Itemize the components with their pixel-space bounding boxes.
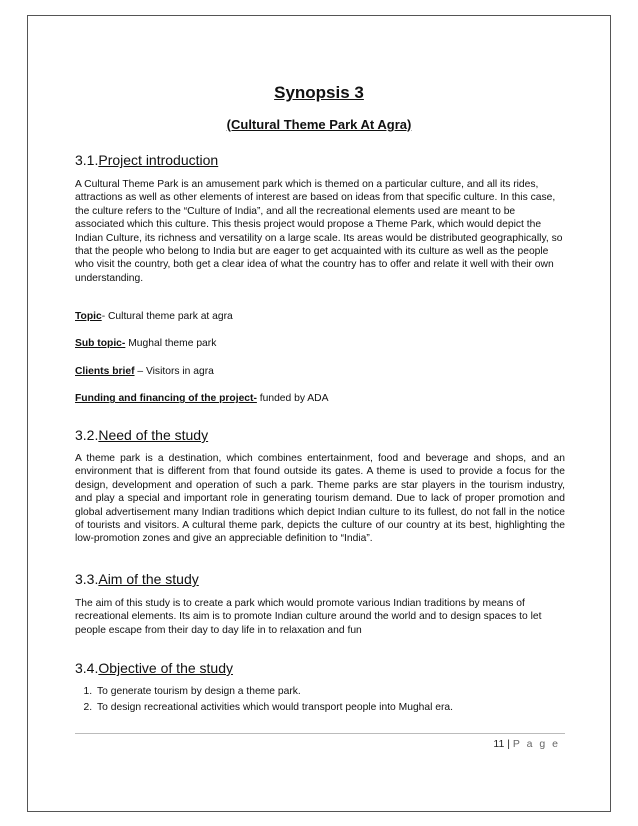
project-details bbox=[75, 310, 565, 406]
funding-line bbox=[75, 392, 565, 405]
section-objective-of-study bbox=[75, 659, 565, 716]
section-title: Need of the study bbox=[98, 427, 209, 443]
section-body: A Cultural Theme Park is an amusement park which is themed on a particular culture, and all its rides, attractions as well as other elements of interest are based on ideas from that specific culture. In this case, the culture refers to the “Culture of India”, and all the recreational elements used are meant to be associated which this culture. This thesis project would propose a Theme Park, which would depict the Indian Culture, its richness and versatility on a large scale. Its areas would be distributed geographically, so that the people who belong to India but are eager to get acquainted with its culture as well as the people who visit the country, both get a clear idea of what the country has to offer and relate it well with their own understanding. bbox=[75, 179, 563, 284]
subtopic-line bbox=[75, 337, 565, 350]
subtopic-value: Mughal theme park bbox=[125, 338, 217, 350]
page-number: 11 bbox=[493, 738, 505, 750]
section-heading bbox=[75, 151, 565, 169]
clients-brief-line bbox=[75, 365, 565, 378]
section-title: Aim of the study bbox=[98, 571, 199, 587]
section-project-introduction bbox=[75, 151, 565, 285]
page-footer bbox=[493, 738, 560, 750]
section-number: 3.2. bbox=[75, 427, 99, 443]
section-heading bbox=[75, 426, 565, 444]
topic-value: - Cultural theme park at agra bbox=[101, 311, 233, 322]
section-title: Project introduction bbox=[98, 152, 219, 168]
footer-divider bbox=[75, 733, 565, 734]
page-label: P a g e bbox=[512, 738, 560, 750]
section-number: 3.1. bbox=[75, 152, 99, 168]
section-body: A theme park is a destination, which combines entertainment, food and beverage and shops, and an environment that is different from that found outside its gates. A theme is used to provide a focus for the design, development and operation of such a park. Theme parks are star players in the tourism industry, and play a special and important role in generating tourism demand. Due to lack of proper promotion and global advertisement many Indian traditions which depict Indian culture to its fullest, do not fall in the notice of tourists and visitors. A cultural theme park, depicts the culture of our country at its best, highlighting the low-promotion zones and give an appreciable definition to “India”. bbox=[75, 453, 565, 545]
page-title: Synopsis 3 bbox=[274, 83, 364, 102]
clients-brief-label: Clients brief bbox=[75, 365, 135, 377]
page-subtitle: (Cultural Theme Park At Agra) bbox=[226, 117, 412, 132]
section-need-of-study bbox=[75, 426, 565, 546]
list-item: 1. To generate tourism by design a theme park. bbox=[95, 684, 565, 700]
funding-label: Funding and financing of the project- bbox=[75, 393, 257, 405]
topic-label: Topic bbox=[75, 311, 102, 322]
funding-value: funded by ADA bbox=[256, 393, 329, 405]
footer-separator: | bbox=[507, 738, 510, 750]
section-title: Objective of the study bbox=[98, 660, 233, 676]
list-item: 2. To design recreational activities which would transport people into Mughal era. bbox=[95, 700, 565, 716]
subtopic-label: Sub topic- bbox=[75, 338, 126, 350]
section-heading bbox=[75, 659, 565, 677]
section-heading bbox=[75, 570, 565, 588]
objective-list bbox=[75, 684, 565, 716]
section-number: 3.4. bbox=[75, 660, 99, 676]
clients-brief-value: – Visitors in agra bbox=[134, 365, 214, 377]
topic-line bbox=[75, 310, 565, 323]
section-body: The aim of this study is to create a park which would promote various Indian traditions by means of recreational elements. Its aim is to promote Indian culture around the world and to design spaces to let people escape from their day to day life in to relaxation and fun bbox=[75, 598, 542, 636]
section-aim-of-study bbox=[75, 570, 565, 637]
section-number: 3.3. bbox=[75, 571, 99, 587]
